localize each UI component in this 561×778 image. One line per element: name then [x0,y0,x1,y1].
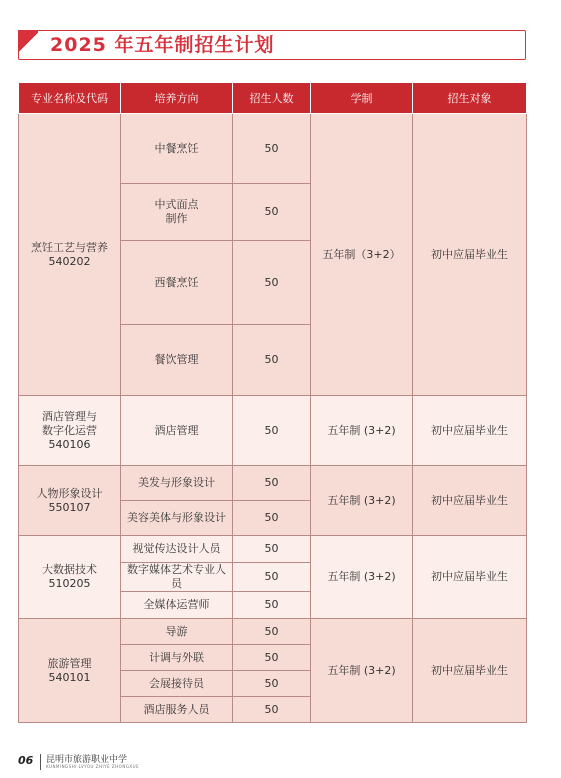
direction-cell: 酒店服务人员 [121,697,233,723]
count-cell: 50 [233,697,311,723]
page-title: 2025 年五年制招生计划 [50,34,275,56]
major-code: 540106 [48,437,91,451]
major-cell [19,619,121,723]
direction-cell: 中餐烹饪 [121,114,233,184]
count-cell: 50 [233,645,311,671]
major-name: 大数据技术 [42,563,97,576]
count-cell: 50 [233,501,311,536]
count-cell: 50 [233,396,311,466]
target-cell: 初中应届毕业生 [413,466,527,536]
direction-cell: 美容美体与形象设计 [121,501,233,536]
duration-cell: 五年制 (3+2) [311,619,413,723]
table-header-row [19,83,527,114]
target-cell: 初中应届毕业生 [413,619,527,723]
table-row [19,114,527,184]
column-header: 培养方向 [121,83,233,114]
target-cell: 初中应届毕业生 [413,114,527,396]
major-code: 540202 [48,254,91,268]
major-code: 510205 [48,577,91,590]
table-row [19,536,527,563]
column-header: 专业名称及代码 [19,83,121,114]
column-header: 招生人数 [233,83,311,114]
direction-cell: 全媒体运营师 [121,592,233,619]
table-row [19,466,527,501]
count-cell: 50 [233,592,311,619]
major-code: 540101 [48,670,91,684]
duration-cell: 五年制 (3+2) [311,466,413,536]
duration-cell: 五年制 (3+2) [311,536,413,619]
duration-cell: 五年制 (3+2) [311,396,413,466]
count-cell: 50 [233,536,311,563]
major-name: 酒店管理与 数字化运营 [42,409,97,437]
direction-cell: 美发与形象设计 [121,466,233,501]
direction-cell: 西餐烹饪 [121,241,233,325]
duration-cell: 五年制（3+2） [311,114,413,396]
major-cell [19,466,121,536]
major-name: 旅游管理 [47,656,92,670]
count-cell: 50 [233,325,311,396]
direction-cell: 中式面点 制作 [121,184,233,241]
direction-cell: 数字媒体艺术专业人员 [121,563,233,592]
count-cell: 50 [233,114,311,184]
column-header: 学制 [311,83,413,114]
target-cell: 初中应届毕业生 [413,536,527,619]
page-footer [18,752,538,774]
table-row [19,619,527,645]
major-name: 人物形象设计 [36,486,103,500]
school-name: 昆明市旅游职业中学 [46,755,128,765]
table-row [19,396,527,466]
school-pinyin: KUNMINGSHI LVYOU ZHIYE ZHONGXUE [46,764,140,769]
major-cell [19,536,121,619]
count-cell: 50 [233,184,311,241]
count-cell: 50 [233,466,311,501]
direction-cell: 导游 [121,619,233,645]
count-cell: 50 [233,241,311,325]
major-name: 烹饪工艺与营养 [31,240,108,254]
direction-cell: 餐饮管理 [121,325,233,396]
direction-cell: 计调与外联 [121,645,233,671]
footer-divider [40,754,41,770]
direction-cell: 视觉传达设计人员 [121,536,233,563]
page-number: 06 [18,754,34,767]
target-cell: 初中应届毕业生 [413,396,527,466]
column-header: 招生对象 [413,83,527,114]
direction-cell: 酒店管理 [121,396,233,466]
major-cell [19,114,121,396]
count-cell: 50 [233,563,311,592]
count-cell: 50 [233,671,311,697]
title-accent-stripe [24,30,42,60]
major-code: 550107 [48,500,91,514]
major-cell [19,396,121,466]
enrollment-plan-table [18,82,527,723]
direction-cell: 会展接待员 [121,671,233,697]
count-cell: 50 [233,619,311,645]
